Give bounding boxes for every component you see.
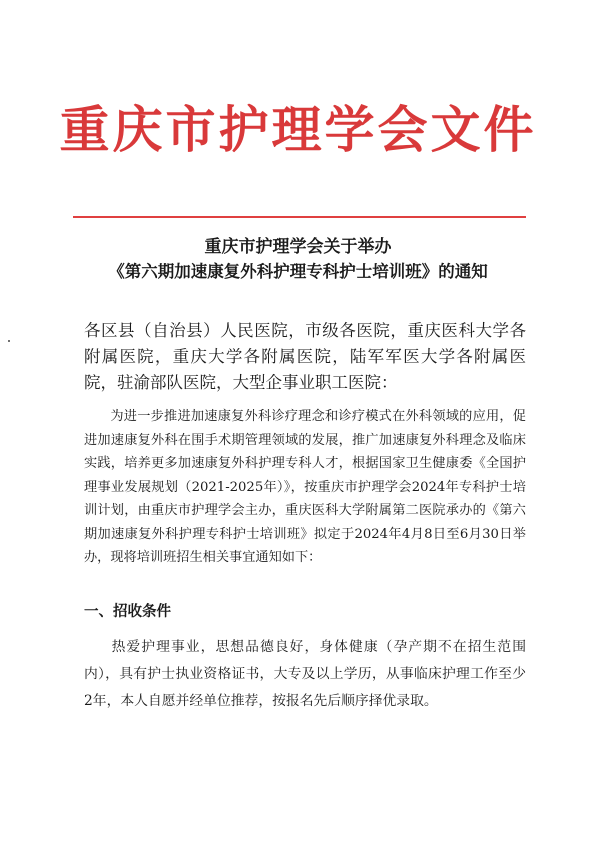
body-paragraph-2: 热爱护理事业，思想品德良好，身体健康（孕产期不在招生范围内），具有护士执业资格证书，大专及以上学历，从事临床护理工作至少2年，本人自愿并经单位推荐，按报名先后顺序择优录取。 xyxy=(84,639,526,709)
notice-title-line2: 《第六期加速康复外科护理专科护士培训班》的通知 xyxy=(108,262,488,281)
addressee-paragraph: 各区县（自治县）人民医院，市级各医院，重庆医科大学各附属医院，重庆大学各附属医院，陆军军医大学各附属医院，驻渝部队医院，大型企事业职工医院： xyxy=(84,321,526,392)
scan-speck xyxy=(8,340,10,342)
notice-title-line1: 重庆市护理学会关于举办 xyxy=(204,237,392,257)
body-paragraph-1: 为进一步推进加速康复外科诊疗理念和诊疗模式在外科领域的应用，促进加速康复外科在围手术期管理领域的发展，推广加速康复外科理念及临床实践，培养更多加速康复外科护理专科人才，根据国家卫生健康委《全国护理事业发展规划（2021-2025年）》，按重庆市护理学会2024年专科护士培训计划，由重庆市护理学会主办，重庆医科大学附属第二医院承办的《第六期加速康复外科护理专科护士培训班》拟定于2024年4月8日至6月30日举办，现将培训班招生相关事宜通知如下： xyxy=(84,409,526,565)
section-heading-enrollment-conditions: 一、招收条件 xyxy=(84,604,171,620)
header-divider-rule xyxy=(73,216,526,218)
document-header-title: 重庆市护理学会文件 xyxy=(59,100,537,159)
